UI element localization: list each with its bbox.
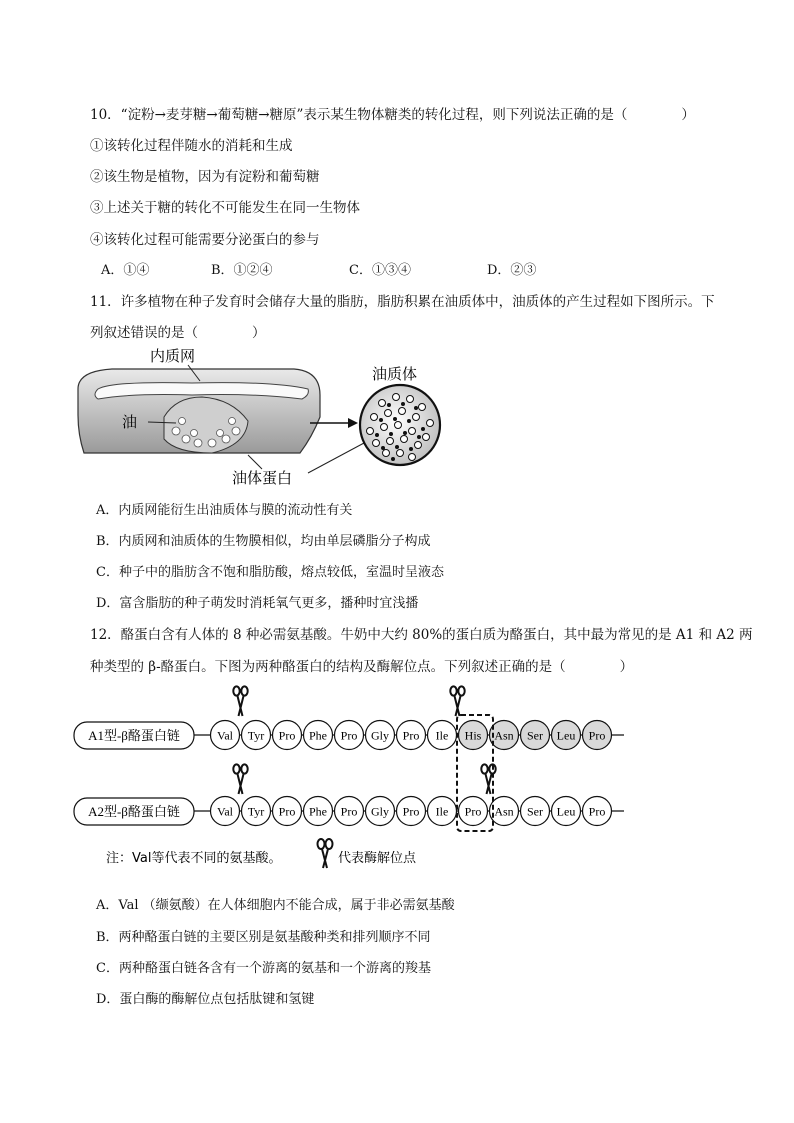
chain1-residue-pro	[335, 721, 364, 750]
chain1-residue-ser	[521, 721, 550, 750]
chain2-residue-leu	[552, 797, 581, 826]
chain1-residue-pro	[583, 721, 612, 750]
q11-option-a: A．内质网能衍生出油质体与膜的流动性有关	[96, 503, 353, 518]
label-oil-body-protein: 油体蛋白	[232, 469, 293, 487]
label-oil: 油	[122, 413, 138, 431]
chain2-residue-val	[211, 797, 240, 826]
svg-text:Ile: Ile	[435, 728, 449, 743]
figure-note: 注：Val等代表不同的氨基酸。	[106, 851, 282, 866]
chain1-residue-phe	[304, 721, 333, 750]
chain2-residue-pro	[397, 797, 426, 826]
q12-stem-line1: 12．酪蛋白含有人体的 8 种必需氨基酸。牛奶中大约 80%的蛋白质为酪蛋白，其中最为常见的是 A1 和 A2 两	[90, 627, 753, 643]
oleosome-figure	[72, 345, 472, 490]
q11-stem-line2: 列叙述错误的是（ ）	[90, 325, 266, 341]
svg-text:Leu: Leu	[556, 728, 576, 743]
chain2-residue-pro	[583, 797, 612, 826]
q12-option-c: C．两种酪蛋白链各含有一个游离的氨基和一个游离的羧基	[96, 961, 431, 976]
svg-text:Pro: Pro	[278, 804, 296, 819]
casein-figure	[70, 680, 630, 880]
svg-text:Ser: Ser	[527, 804, 543, 819]
chain2	[211, 797, 612, 826]
chain2-residue-ser	[521, 797, 550, 826]
chain1-residue-leu	[552, 721, 581, 750]
svg-text:Asn: Asn	[494, 804, 514, 819]
q10-statement-2: ②该生物是植物，因为有淀粉和葡萄糖	[90, 169, 320, 185]
svg-text:Ile: Ile	[435, 804, 449, 819]
svg-text:Phe: Phe	[309, 804, 327, 819]
q10-statement-1: ①该转化过程伴随水的消耗和生成	[90, 138, 293, 154]
svg-text:Pro: Pro	[402, 804, 420, 819]
svg-text:Ser: Ser	[527, 728, 543, 743]
svg-text:Asn: Asn	[494, 728, 514, 743]
svg-text:Tyr: Tyr	[247, 728, 265, 743]
svg-text:Val: Val	[217, 804, 233, 819]
q11-stem-line1: 11．许多植物在种子发育时会储存大量的脂肪，脂肪积累在油质体中，油质体的产生过程如下图所示。下	[90, 294, 715, 310]
q12-option-d: D．蛋白酶的酶解位点包括肽键和氢键	[96, 992, 315, 1007]
chain1-residue-pro	[397, 721, 426, 750]
scissors-icon	[233, 764, 247, 794]
svg-text:Pro: Pro	[402, 728, 420, 743]
chain1	[211, 721, 612, 750]
scissors-icon	[450, 686, 464, 716]
q10-option-d: D．②③	[487, 263, 537, 278]
svg-text:Pro: Pro	[340, 804, 358, 819]
svg-text:Pro: Pro	[340, 728, 358, 743]
q12-option-b: B．两种酪蛋白链的主要区别是氨基酸种类和排列顺序不同	[96, 930, 431, 945]
svg-text:Gly: Gly	[371, 728, 389, 743]
svg-text:Phe: Phe	[309, 728, 327, 743]
chain2-residue-pro	[335, 797, 364, 826]
chain2-label: A2型-β酪蛋白链	[88, 804, 180, 819]
svg-text:His: His	[464, 728, 482, 743]
svg-text:Tyr: Tyr	[247, 804, 265, 819]
chain1-residue-gly	[366, 721, 395, 750]
q11-option-b: B．内质网和油质体的生物膜相似，均由单层磷脂分子构成	[96, 534, 431, 549]
chain2-residue-pro	[273, 797, 302, 826]
q10-stem: 10．“淀粉→麦芽糖→葡萄糖→糖原”表示某生物体糖类的转化过程，则下列说法正确的是（ ）	[90, 107, 695, 123]
q10-option-a: A．①④	[101, 263, 150, 278]
q12-option-a: A．Val （缬氨酸）在人体细胞内不能合成，属于非必需氨基酸	[96, 898, 455, 913]
q10-option-b: B．①②④	[211, 263, 273, 278]
figure-note-suffix: 代表酶解位点	[338, 851, 417, 866]
chain1-residue-tyr	[242, 721, 271, 750]
chain1-residue-pro	[273, 721, 302, 750]
q10-option-c: C．①③④	[349, 263, 411, 278]
chain1-residue-his	[459, 721, 488, 750]
chain2-residue-phe	[304, 797, 333, 826]
chain1-label: A1型-β酪蛋白链	[88, 728, 180, 743]
chain1-residue-val	[211, 721, 240, 750]
chain2-residue-tyr	[242, 797, 271, 826]
chain2-residue-ile	[428, 797, 457, 826]
scissors-icon	[233, 686, 247, 716]
q10-statement-4: ④该转化过程可能需要分泌蛋白的参与	[90, 232, 320, 248]
svg-text:Pro: Pro	[464, 804, 482, 819]
svg-text:Pro: Pro	[588, 728, 606, 743]
label-er: 内质网	[150, 347, 196, 365]
svg-text:Gly: Gly	[371, 804, 389, 819]
svg-text:Val: Val	[217, 728, 233, 743]
q12-stem-line2: 种类型的 β-酪蛋白。下图为两种酪蛋白的结构及酶解位点。下列叙述正确的是（ ）	[90, 659, 634, 675]
q11-option-c: C．种子中的脂肪含不饱和脂肪酸，熔点较低，室温时呈液态	[96, 565, 444, 580]
chain2-residue-gly	[366, 797, 395, 826]
svg-text:Pro: Pro	[588, 804, 606, 819]
label-oleosome: 油质体	[372, 365, 418, 383]
q10-statement-3: ③上述关于糖的转化不可能发生在同一生物体	[90, 200, 360, 216]
chain1-residue-ile	[428, 721, 457, 750]
svg-text:Leu: Leu	[556, 804, 576, 819]
chain2-residue-pro	[459, 797, 488, 826]
q11-option-d: D．富含脂肪的种子萌发时消耗氧气更多，播种时宜浅播	[96, 596, 419, 611]
svg-text:Pro: Pro	[278, 728, 296, 743]
scissors-icon	[318, 839, 333, 868]
